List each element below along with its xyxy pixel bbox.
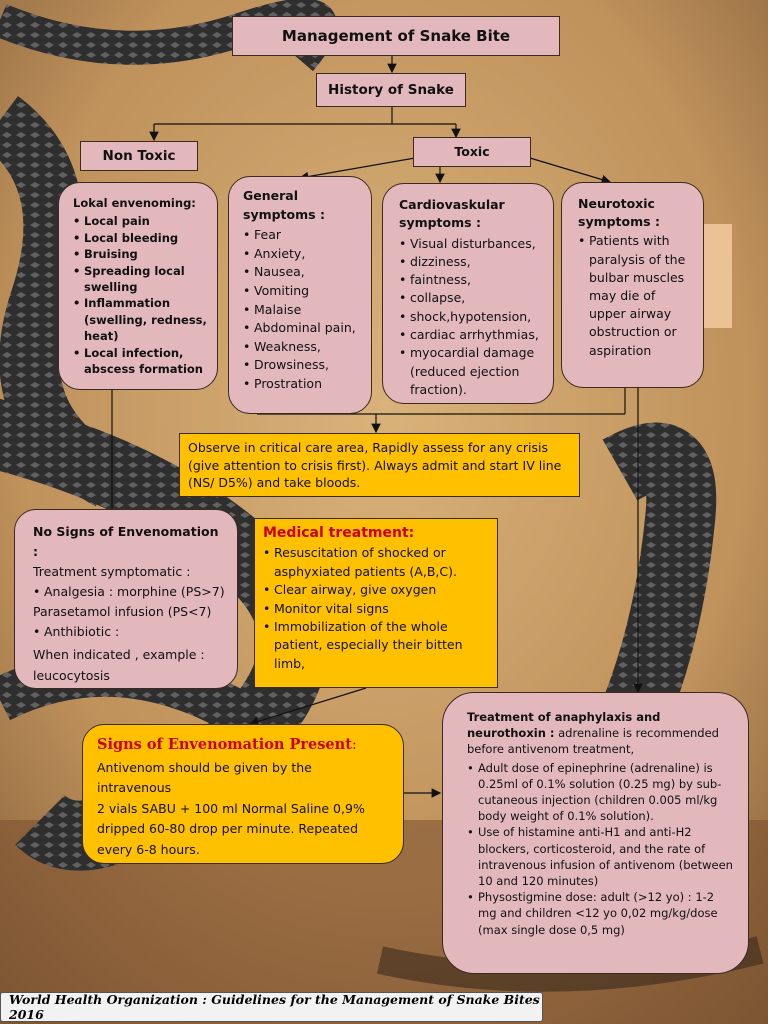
list-item: • faintness, [399,271,545,289]
anaphylaxis-intro [467,709,734,758]
signs-heading-colon: : [351,737,357,753]
no-signs-line: When indicated , example : leucocytosis [33,647,205,683]
neurotoxic-symptoms-list [578,232,695,359]
list-item: • Abdominal pain, [243,319,363,338]
medical-treatment-heading: Medical treatment: [263,525,415,541]
anaphylaxis-list [467,760,734,938]
general-symptoms-heading: General symptoms : [243,188,325,222]
medical-treatment-list [263,544,489,673]
list-item: • Clear airway, give oxygen [263,581,489,599]
list-item: • Malaise [243,301,363,320]
no-signs-list [33,622,227,642]
anaphylaxis-treatment-box [442,692,749,974]
list-item: • Local pain [73,213,209,229]
no-signs-envenomation-box [14,509,238,689]
history-of-snake-node: History of Snake [316,73,466,107]
cardiovascular-symptoms-list [399,235,545,400]
list-item: • Bruising [73,246,209,262]
footer-citation: World Health Organization : Guidelines for the Management of Snake Bites 2016 [0,992,543,1022]
list-item: • Physostigmine dose: adult (>12 yo) : 1-2 mg and children <12 yo 0,02 mg/kg/dose (max single dose 0,5 mg) [467,889,734,938]
medical-treatment-box [254,518,498,688]
general-symptoms-list [243,226,363,393]
observe-critical-care-box: Observe in critical care area, Rapidly assess for any crisis (give attention to crisis first). Always admit and start IV line (NS/ D5%) and take bloods. [179,433,580,497]
list-item: • Immobilization of the whole patient, especially their bitten limb, [263,618,489,673]
signs-heading-line [97,735,391,756]
list-item: • cardiac arrhythmias, [399,326,545,344]
cardiovascular-symptoms-box [382,183,554,404]
cardiovascular-symptoms-heading: Cardiovaskular symptoms : [399,197,505,231]
list-item: • Inflammation (swelling, redness, heat) [73,295,209,344]
general-symptoms-box [228,176,372,414]
local-envenoming-list [73,213,209,377]
list-item: • Local infection, abscess formation [73,345,209,378]
non-toxic-node: Non Toxic [80,141,198,171]
neurotoxic-symptoms-box [561,182,704,388]
local-envenoming-box [58,182,218,390]
list-item: • Nausea, [243,263,363,282]
list-item: • Anthibiotic : [33,622,227,642]
signs-text: Antivenom should be given by the intravenous [97,759,312,795]
list-item: • Vomiting [243,282,363,301]
anaphylaxis-intro-text: adrenaline is recommended before antivenom treatment, [467,726,719,757]
toxic-node: Toxic [413,137,531,167]
list-item: • Analgesia : morphine (PS>7) [33,582,227,602]
list-item: • Fear [243,226,363,245]
list-item: • dizziness, [399,253,545,271]
list-item: • Weakness, [243,338,363,357]
list-item: • Drowsiness, [243,356,363,375]
neurotoxic-symptoms-heading: Neurotoxic symptoms : [578,196,660,230]
no-signs-heading: No Signs of Envenomation : [33,524,219,559]
signs-heading: Signs of Envenomation Present [97,736,352,753]
list-item: • shock,hypotension, [399,308,545,326]
list-item: • Prostration [243,375,363,394]
list-item: • Adult dose of epinephrine (adrenaline) is 0.25ml of 0.1% solution (0.25 mg) by sub-cutaneous injection (children 0.005 ml/kg body weight of 0.1% solution). [467,760,734,825]
list-item: • collapse, [399,289,545,307]
signs-of-envenomation-box [82,724,404,864]
list-item: • Visual disturbances, [399,235,545,253]
no-signs-list [33,582,227,602]
list-item: • Monitor vital signs [263,600,489,618]
list-item: • Patients with paralysis of the bulbar muscles may die of upper airway obstruction or aspiration [578,232,695,359]
list-item: • myocardial damage (reduced ejection fraction). [399,344,545,399]
list-item: • Use of histamine anti-H1 and anti-H2 blockers, corticosteroid, and the rate of intravenous infusion of antivenom (between 10 and 120 minutes) [467,824,734,889]
list-item: • Resuscitation of shocked or asphyxiated patients (A,B,C). [263,544,489,581]
no-signs-line: Parasetamol infusion (PS<7) [33,604,212,619]
list-item: • Anxiety, [243,245,363,264]
list-item: • Spreading local swelling [73,263,209,296]
page-title: Management of Snake Bite [232,16,560,56]
list-item: • Local bleeding [73,230,209,246]
local-envenoming-heading: Lokal envenoming: [73,196,196,210]
no-signs-line: Treatment symptomatic : [33,564,191,579]
signs-text: 2 vials SABU + 100 ml Normal Saline 0,9% dripped 60-80 drop per minute. Repeated every 6-8 hours. [97,800,365,857]
anaphylaxis-heading: Treatment of anaphylaxis and neurothoxin : [467,710,661,741]
